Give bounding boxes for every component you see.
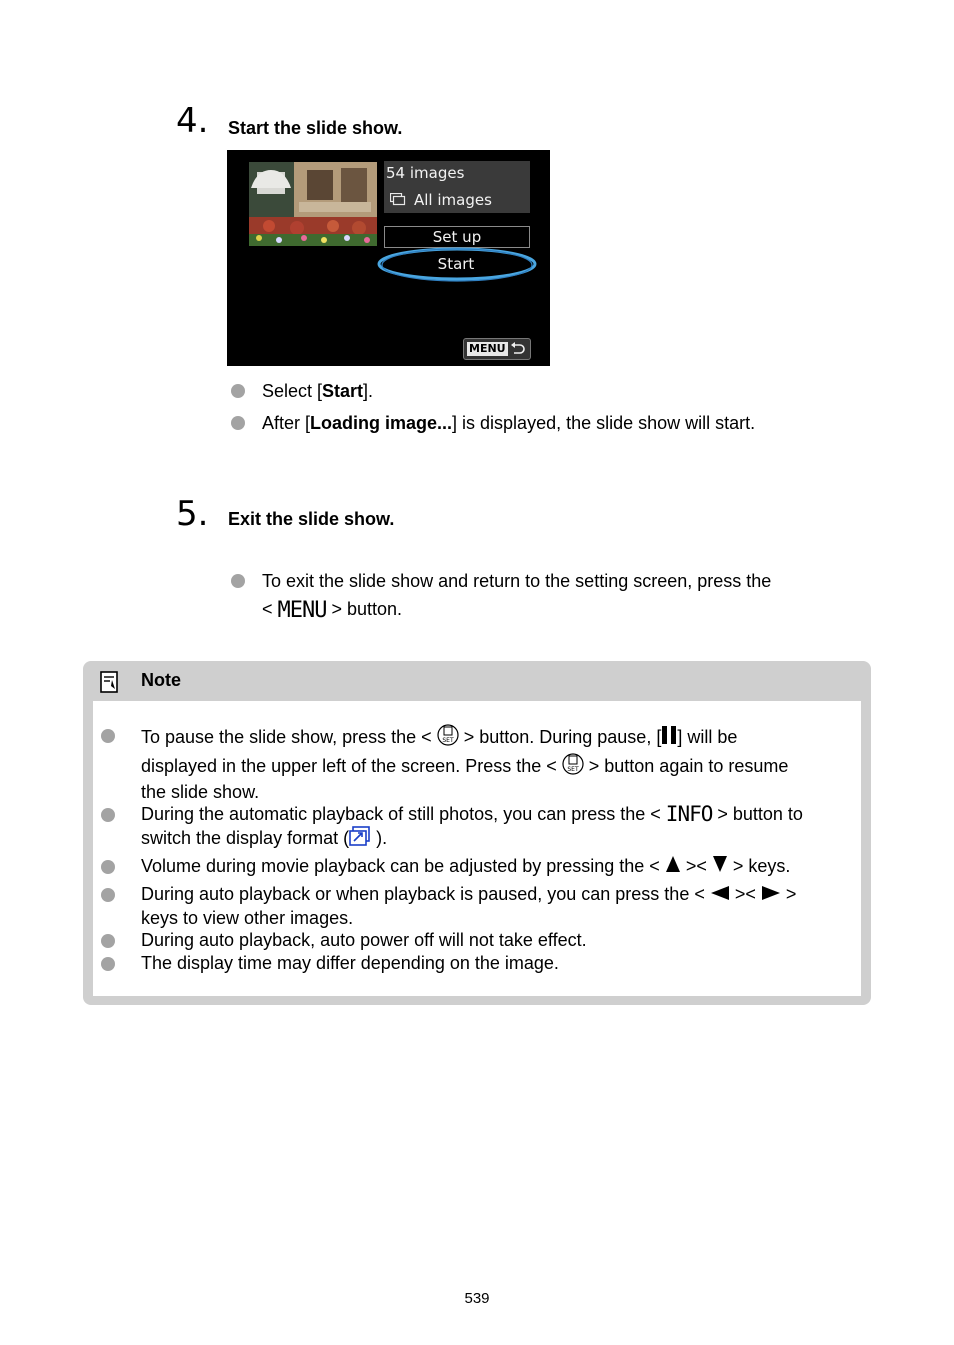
start-button[interactable] (384, 253, 528, 275)
up-arrow-icon (665, 855, 681, 879)
all-images-label: All images (414, 191, 492, 209)
left-arrow-icon (710, 884, 730, 907)
step-4-bullet-1: Select [Start]. (262, 381, 374, 401)
right-arrow-icon (761, 884, 781, 907)
down-arrow-icon (712, 855, 728, 879)
start-label: Start (437, 255, 475, 273)
setup-button[interactable] (384, 226, 530, 248)
step-4-number: 4. (176, 101, 209, 141)
svg-text:SET: SET (567, 766, 579, 774)
bullet-dot (231, 384, 245, 398)
info-button-glyph: INFO (665, 802, 713, 826)
setup-label: Set up (432, 228, 482, 246)
step-4-title: Start the slide show. (228, 118, 403, 138)
images-count: 54 images (386, 164, 465, 182)
bullet-dot (101, 934, 115, 948)
step-5-title: Exit the slide show. (228, 509, 395, 529)
display-format-icon (349, 826, 371, 852)
step-5-number: 5. (176, 494, 209, 534)
menu-badge: MENU (469, 342, 506, 355)
note-item-1: To pause the slide show, press the < SET > button. During pause, [ ] will be displayed in the upper left of the screen. Press the < SET > button again to resume the slide show. (141, 724, 851, 804)
bullet-dot (101, 957, 115, 971)
menu-button-glyph: MENU (277, 598, 327, 623)
note-item-5: During auto playback, auto power off will not take effect. (141, 930, 587, 950)
note-content (93, 701, 861, 996)
note-item-2: During the automatic playback of still photos, you can press the < INFO > button to switch the display format ( ). (141, 803, 851, 852)
pause-icon (661, 725, 677, 751)
svg-text:SET: SET (442, 737, 454, 744)
step-4-bullet-2: After [Loading image...] is displayed, the slide show will start. (262, 413, 756, 433)
bullet-dot (101, 888, 115, 902)
camera-screen (227, 150, 550, 366)
set-button-icon (437, 724, 459, 752)
note-box (83, 661, 871, 1005)
menu-back-button[interactable] (463, 338, 531, 360)
step-5-bullet-line2: < MENU > button. (262, 598, 403, 623)
step-5-bullet-line1: To exit the slide show and return to the setting screen, press the (262, 571, 772, 591)
note-item-4: During auto playback or when playback is paused, you can press the < >< > keys to view other images. (141, 884, 797, 928)
bullet-dot (101, 860, 115, 874)
note-icon (99, 670, 121, 694)
return-arrow-icon (510, 341, 526, 357)
slide-thumbnail (249, 162, 377, 246)
bullet-dot (101, 729, 115, 743)
bullet-dot (231, 574, 245, 588)
bullet-dot (101, 808, 115, 822)
set-button-icon (562, 753, 584, 781)
image-info-panel (384, 161, 530, 213)
bullet-dot (231, 416, 245, 430)
images-stack-icon (390, 192, 406, 205)
note-title: Note (141, 670, 181, 690)
page-number: 539 (464, 1290, 490, 1307)
note-item-3: Volume during movie playback can be adjusted by pressing the < >< > keys. (141, 855, 851, 879)
note-item-6: The display time may differ depending on the image. (141, 953, 559, 973)
